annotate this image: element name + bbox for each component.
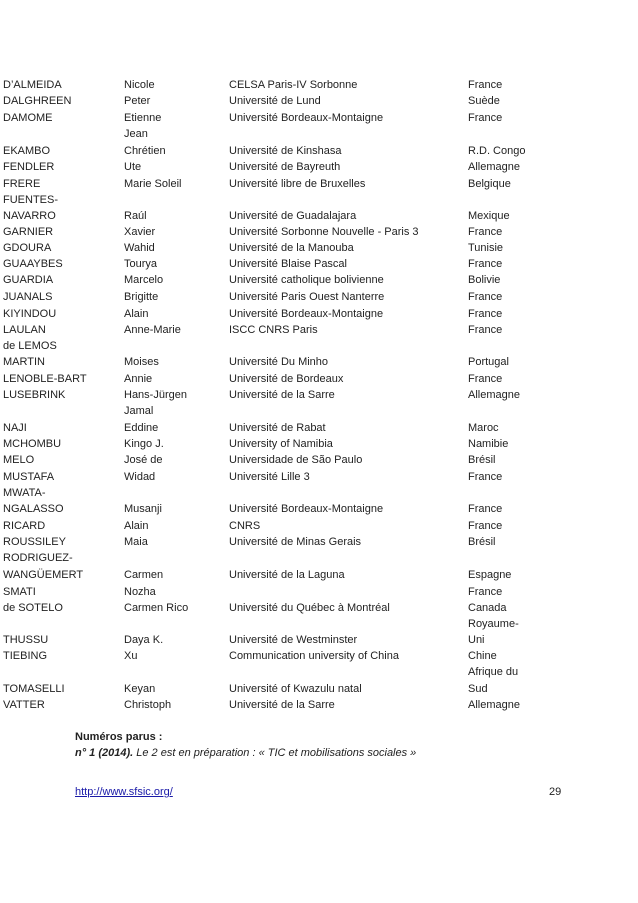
table-row (0, 469, 638, 503)
affiliation-cell: Université de Rabat (229, 422, 326, 434)
first-name-cell: Anne-Marie (124, 324, 181, 336)
first-name-cell: Ute (124, 161, 142, 173)
country-cell: R.D. Congo (468, 145, 526, 157)
surname-cell: THUSSU (3, 634, 49, 646)
surname-cell: NAVARRO (3, 210, 56, 222)
table-row (0, 387, 638, 421)
country-cell: Tunisie (468, 242, 504, 254)
first-name-cell: Moises (124, 356, 159, 368)
country-cell: France (468, 308, 503, 320)
country-cell: Mexique (468, 210, 510, 222)
country-cell: Belgique (468, 178, 511, 190)
table-row (0, 697, 638, 731)
table-row (0, 534, 638, 568)
first-name-cell: Christoph (124, 699, 172, 711)
first-name-cell: Etienne Jean (124, 112, 162, 140)
country-cell: Uni (468, 634, 485, 646)
country-cell: Portugal (468, 356, 509, 368)
first-name-cell: Alain (124, 520, 149, 532)
surname-cell: EKAMBO (3, 145, 51, 157)
surname-cell: NGALASSO (3, 503, 64, 515)
first-name-cell: Carmen (124, 569, 164, 581)
affiliation-cell: Université de la Sarre (229, 389, 335, 401)
country-cell: France (468, 324, 503, 336)
country-cell: Chine Afrique du (468, 650, 519, 678)
first-name-cell: Alain (124, 308, 149, 320)
surname-cell: D’ALMEIDA (3, 79, 62, 91)
surname-cell: RICARD (3, 520, 46, 532)
first-name-cell: Brigitte (124, 291, 159, 303)
first-name-cell: Raúl (124, 210, 147, 222)
surname-cell: GUAAYBES (3, 258, 63, 270)
first-name-cell: Carmen Rico (124, 602, 189, 614)
issue-note: Le 2 est en préparation : « TIC et mobilisations sociales » (133, 747, 417, 759)
surname-cell: DAMOME (3, 112, 53, 124)
surname-cell: LENOBLE-BART (3, 373, 87, 385)
country-cell: France (468, 586, 503, 598)
affiliation-cell: CNRS (229, 520, 261, 532)
affiliation-cell: Université of Kwazulu natal (229, 683, 362, 695)
issues-line (75, 747, 416, 759)
first-name-cell: Marcelo (124, 274, 164, 286)
page-number: 29 (549, 786, 562, 798)
surname-cell: WANGÜEMERT (3, 569, 84, 581)
country-cell: France (468, 112, 503, 124)
surname-cell: JUANALS (3, 291, 53, 303)
affiliation-cell: Universidade de São Paulo (229, 454, 363, 466)
first-name-cell: Annie (124, 373, 153, 385)
surname-cell: NAJI (3, 422, 27, 434)
country-cell: Allemagne (468, 699, 520, 711)
affiliation-cell: Communication university of China (229, 650, 399, 662)
table-row (0, 322, 638, 356)
country-cell: Bolivie (468, 274, 501, 286)
first-name-cell: Musanji (124, 503, 162, 515)
first-name-cell: Xu (124, 650, 138, 662)
table-row (0, 648, 638, 682)
surname-cell: TOMASELLI (3, 683, 65, 695)
surname-cell: DALGHREEN (3, 95, 72, 107)
affiliation-cell: Université de Kinshasa (229, 145, 342, 157)
website-link[interactable]: http://www.sfsic.org/ (75, 786, 173, 798)
table-row (0, 110, 638, 144)
affiliation-cell: Université Paris Ouest Nanterre (229, 291, 385, 303)
country-cell: Espagne (468, 569, 512, 581)
affiliation-cell: ISCC CNRS Paris (229, 324, 318, 336)
affiliation-cell: Université de la Sarre (229, 699, 335, 711)
surname-cell: de SOTELO (3, 602, 63, 614)
country-cell: France (468, 226, 503, 238)
affiliation-cell: Université Du Minho (229, 356, 329, 368)
affiliation-cell: Université de Minas Gerais (229, 536, 362, 548)
country-cell: France (468, 79, 503, 91)
country-cell: Brésil (468, 454, 496, 466)
country-cell: France (468, 471, 503, 483)
first-name-cell: Eddine (124, 422, 159, 434)
surname-cell: GARNIER (3, 226, 54, 238)
affiliation-cell: Université catholique bolivienne (229, 274, 384, 286)
first-name-cell: Widad (124, 471, 156, 483)
surname-cell: GDOURA (3, 242, 52, 254)
surname-cell: LUSEBRINK (3, 389, 66, 401)
affiliation-cell: University of Namibia (229, 438, 333, 450)
affiliation-cell: Université de Lund (229, 95, 321, 107)
issue-number: n° 1 (2014). (75, 747, 134, 759)
surname-cell: MELO (3, 454, 35, 466)
country-cell: France (468, 291, 503, 303)
affiliation-cell: Université du Québec à Montréal (229, 602, 390, 614)
affiliation-cell: CELSA Paris-IV Sorbonne (229, 79, 358, 91)
first-name-cell: Marie Soleil (124, 178, 182, 190)
surname-cell: MUSTAFA MWATA- (3, 471, 55, 499)
affiliation-cell: Université de Westminster (229, 634, 358, 646)
issues-heading: Numéros parus : (75, 731, 163, 743)
first-name-cell: Chrétien (124, 145, 166, 157)
first-name-cell: Nicole (124, 79, 155, 91)
surname-cell: ROUSSILEY RODRIGUEZ- (3, 536, 73, 564)
surname-cell: MCHOMBU (3, 438, 62, 450)
country-cell: Allemagne (468, 161, 520, 173)
surname-cell: VATTER (3, 699, 45, 711)
affiliation-cell: Université Blaise Pascal (229, 258, 347, 270)
affiliation-cell: Université Bordeaux-Montaigne (229, 308, 384, 320)
affiliation-cell: Université de Bordeaux (229, 373, 344, 385)
table-row (0, 176, 638, 210)
affiliation-cell: Université de Guadalajara (229, 210, 357, 222)
country-cell: Namibie (468, 438, 509, 450)
country-cell: France (468, 258, 503, 270)
surname-cell: LAULAN de LEMOS (3, 324, 57, 352)
first-name-cell: Wahid (124, 242, 155, 254)
surname-cell: GUARDIA (3, 274, 54, 286)
country-cell: France (468, 520, 503, 532)
country-cell: Sud (468, 683, 488, 695)
affiliation-cell: Université Bordeaux-Montaigne (229, 112, 384, 124)
affiliation-cell: Université de Bayreuth (229, 161, 341, 173)
first-name-cell: José de (124, 454, 163, 466)
surname-cell: FENDLER (3, 161, 55, 173)
affiliation-cell: Université Lille 3 (229, 471, 310, 483)
affiliation-cell: Université Sorbonne Nouvelle - Paris 3 (229, 226, 419, 238)
surname-cell: MARTIN (3, 356, 45, 368)
first-name-cell: Nozha (124, 586, 156, 598)
country-cell: France (468, 503, 503, 515)
surname-cell: FRERE FUENTES- (3, 178, 58, 206)
country-cell: Canada Royaume- (468, 602, 519, 630)
affiliation-cell: Université de la Laguna (229, 569, 345, 581)
affiliation-cell: Université Bordeaux-Montaigne (229, 503, 384, 515)
country-cell: Allemagne (468, 389, 520, 401)
table-row (0, 600, 638, 634)
first-name-cell: Maia (124, 536, 148, 548)
country-cell: Suède (468, 95, 500, 107)
first-name-cell: Kingo J. (124, 438, 164, 450)
affiliation-cell: Université de la Manouba (229, 242, 354, 254)
surname-cell: KIYINDOU (3, 308, 57, 320)
first-name-cell: Daya K. (124, 634, 164, 646)
first-name-cell: Xavier (124, 226, 156, 238)
first-name-cell: Hans-Jürgen Jamal (124, 389, 187, 417)
affiliation-cell: Université libre de Bruxelles (229, 178, 366, 190)
country-cell: France (468, 373, 503, 385)
first-name-cell: Peter (124, 95, 151, 107)
country-cell: Brésil (468, 536, 496, 548)
surname-cell: SMATI (3, 586, 36, 598)
country-cell: Maroc (468, 422, 499, 434)
first-name-cell: Keyan (124, 683, 156, 695)
first-name-cell: Tourya (124, 258, 158, 270)
surname-cell: TIEBING (3, 650, 48, 662)
